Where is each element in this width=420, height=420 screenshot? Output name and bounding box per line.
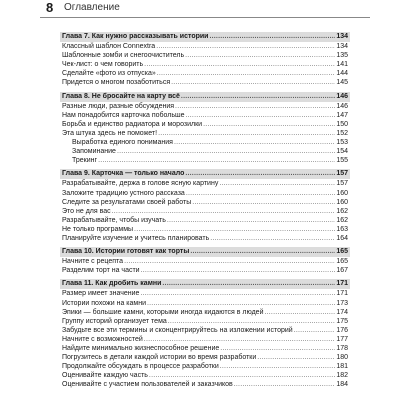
entry-title: Это не для вас: [62, 207, 111, 215]
entry-title: Оценивайте каждую часть: [62, 372, 148, 380]
toc-entry[interactable]: [62, 129, 348, 138]
entry-page: 160: [336, 198, 348, 206]
entry-title: Нам понадобится карточка побольше: [62, 111, 185, 119]
leader-dots: [140, 289, 335, 298]
leader-dots: [174, 138, 335, 147]
leader-dots: [158, 129, 335, 138]
entry-title: Разделим торт на части: [62, 267, 140, 275]
leader-dots: [144, 60, 335, 69]
toc-entry[interactable]: [62, 289, 348, 298]
toc-entry[interactable]: [62, 120, 348, 129]
toc-subentry[interactable]: [62, 138, 348, 147]
toc-entry[interactable]: [62, 225, 348, 234]
toc-entry[interactable]: [62, 179, 348, 188]
leader-dots: [175, 102, 335, 111]
leader-dots: [219, 179, 335, 188]
chapter-page: 171: [336, 280, 348, 288]
leader-dots: [186, 111, 336, 120]
entry-page: 146: [336, 102, 348, 110]
chapter-page: 146: [336, 92, 348, 100]
entry-title: Выработка единого понимания: [72, 139, 173, 147]
entry-title: Забудьте все эти термины и сконцентрируйтесь на изложении историй: [62, 326, 293, 334]
entry-page: 162: [336, 216, 348, 224]
entry-page: 178: [336, 345, 348, 352]
entry-title: Следите за результатами своей работы: [62, 198, 192, 206]
entry-title: Запоминание: [72, 148, 116, 156]
toc-entry[interactable]: [62, 299, 348, 308]
toc-entry[interactable]: [62, 266, 348, 275]
entry-page: 167: [336, 267, 348, 275]
toc-entry[interactable]: [62, 60, 348, 69]
chapter-title: Глава 10. Истории готовят как торты: [62, 248, 190, 256]
leader-dots: [192, 198, 335, 207]
entry-title: Шаблонные зомби и снегоочиститель: [62, 52, 185, 60]
toc-entry[interactable]: [62, 207, 348, 216]
entry-page: 153: [336, 139, 348, 147]
table-of-contents: [62, 32, 348, 389]
leader-dots: [294, 326, 336, 335]
toc-entry[interactable]: [62, 371, 348, 380]
toc-entry[interactable]: [62, 102, 348, 111]
entry-page: 175: [336, 317, 348, 325]
leader-dots: [112, 207, 336, 216]
entry-title: Разные люди, разные обсуждения: [62, 102, 175, 110]
chapter-heading[interactable]: [60, 92, 350, 102]
entry-title: Найдите минимально жизнеспособное решение: [62, 345, 220, 352]
entry-page: 182: [336, 372, 348, 380]
toc-entry[interactable]: [62, 216, 348, 225]
entry-title: Начните с рецепта: [62, 258, 124, 266]
chapter-heading[interactable]: [60, 32, 350, 42]
leader-dots: [168, 317, 336, 326]
toc-entry[interactable]: [62, 353, 348, 362]
leader-dots: [203, 120, 335, 129]
chapter-heading[interactable]: [60, 247, 350, 257]
toc-entry[interactable]: [62, 198, 348, 207]
entry-page: 135: [336, 52, 348, 60]
entry-page: 174: [336, 308, 348, 316]
toc-entry[interactable]: [62, 51, 348, 60]
entry-page: 171: [336, 290, 348, 298]
leader-dots: [156, 42, 335, 51]
leader-dots: [134, 225, 335, 234]
entry-title: Сделайте «фото из отпуска»: [62, 70, 156, 78]
entry-page: 141: [336, 61, 348, 69]
leader-dots: [186, 189, 336, 198]
leader-dots: [147, 299, 335, 308]
entry-title: Разрабатывайте, чтобы изучать: [62, 216, 166, 224]
entry-page: 181: [336, 363, 348, 371]
entry-page: 177: [336, 335, 348, 343]
entry-title: Разрабатывайте, держа в голове ясную картину: [62, 180, 219, 188]
entry-title: Эта штука здесь не поможет!: [62, 129, 158, 137]
leader-dots: [220, 344, 335, 353]
entry-title: Заложите традицию устного рассказа: [62, 189, 185, 197]
chapter-page: 157: [336, 170, 348, 178]
toc-entry[interactable]: [62, 234, 348, 243]
leader-dots: [209, 32, 335, 41]
leader-dots: [167, 216, 335, 225]
toc-entry[interactable]: [62, 69, 348, 78]
leader-dots: [181, 92, 335, 101]
toc-entry[interactable]: [62, 335, 348, 344]
toc-entry[interactable]: [62, 380, 348, 389]
entry-title: Планируйте изучение и учитесь планировать: [62, 234, 210, 242]
toc-subentry[interactable]: [62, 156, 348, 165]
chapter-page: 134: [336, 33, 348, 40]
entry-title: Погрузитесь в детали каждой истории во время разработки: [62, 354, 257, 362]
toc-entry[interactable]: [62, 111, 348, 120]
leader-dots: [220, 362, 336, 371]
leader-dots: [98, 156, 335, 165]
leader-dots: [171, 78, 335, 87]
leader-dots: [265, 308, 336, 317]
entry-page: 144: [336, 70, 348, 78]
leader-dots: [190, 247, 335, 256]
leader-dots: [234, 380, 336, 389]
entry-page: 162: [336, 207, 348, 215]
entry-page: 184: [336, 381, 348, 389]
chapter-title: Глава 7. Как нужно рассказывать истории: [62, 33, 209, 40]
entry-title: Борьба и единство радиатора и морозилки: [62, 120, 203, 128]
entry-title: Классный шаблон Connextra: [62, 43, 156, 51]
leader-dots: [124, 257, 335, 266]
page-number: 8: [46, 0, 54, 15]
entry-title: Трекинг: [72, 157, 98, 165]
entry-title: Оценивайте с участием пользователей и заказчиков: [62, 381, 233, 389]
entry-page: 173: [336, 299, 348, 307]
entry-page: 164: [336, 234, 348, 242]
toc-entry[interactable]: [62, 189, 348, 198]
entry-title: Начните с возможностей: [62, 335, 143, 343]
leader-dots: [162, 279, 335, 288]
page-header: [0, 0, 420, 22]
entry-page: 147: [336, 111, 348, 119]
entry-page: 145: [336, 79, 348, 87]
chapter-heading[interactable]: [60, 279, 350, 289]
leader-dots: [144, 335, 336, 344]
entry-title: Придется о многом позаботиться: [62, 79, 171, 87]
entry-title: Не только программы: [62, 225, 134, 233]
chapter-title: Глава 8. Не бросайте на карту всё: [62, 92, 180, 100]
toc-entry[interactable]: [62, 78, 348, 87]
header-rule: [40, 17, 370, 18]
entry-page: 163: [336, 225, 348, 233]
entry-page: 165: [336, 258, 348, 266]
entry-page: 180: [336, 354, 348, 362]
chapter-title: Глава 9. Карточка — только начало: [62, 170, 185, 178]
entry-title: Истории похожи на камни: [62, 299, 146, 307]
toc-entry[interactable]: [62, 362, 348, 371]
chapter-heading[interactable]: [60, 169, 350, 179]
entry-page: 154: [336, 148, 348, 156]
leader-dots: [185, 51, 335, 60]
leader-dots: [157, 69, 336, 78]
chapter-title: Глава 11. Как дробить камни: [62, 280, 162, 288]
toc-entry[interactable]: [62, 308, 348, 317]
leader-dots: [185, 169, 335, 178]
entry-page: 150: [336, 120, 348, 128]
running-title: Оглавление: [64, 2, 120, 13]
entry-title: Размер имеет значение: [62, 290, 140, 298]
entry-title: Чек-лист: о чем говорить: [62, 61, 144, 69]
entry-page: 157: [336, 180, 348, 188]
chapter-page: 165: [336, 248, 348, 256]
toc-entry[interactable]: [62, 326, 348, 335]
entry-page: 152: [336, 129, 348, 137]
entry-page: 155: [336, 157, 348, 165]
leader-dots: [257, 353, 335, 362]
entry-page: 134: [336, 43, 348, 51]
leader-dots: [117, 147, 335, 156]
leader-dots: [149, 371, 335, 380]
entry-page: 160: [336, 189, 348, 197]
entry-title: Группу историй организует тема: [62, 317, 167, 325]
leader-dots: [141, 266, 336, 275]
toc-subentry[interactable]: [62, 147, 348, 156]
leader-dots: [210, 234, 335, 243]
entry-page: 176: [336, 326, 348, 334]
entry-title: Эпики — большие камни, которыми иногда кидаются в людей: [62, 308, 264, 316]
entry-title: Продолжайте обсуждать в процессе разработки: [62, 363, 219, 371]
toc-entry[interactable]: [62, 257, 348, 266]
toc-entry[interactable]: [62, 42, 348, 51]
toc-entry[interactable]: [62, 344, 348, 353]
toc-entry[interactable]: [62, 317, 348, 326]
